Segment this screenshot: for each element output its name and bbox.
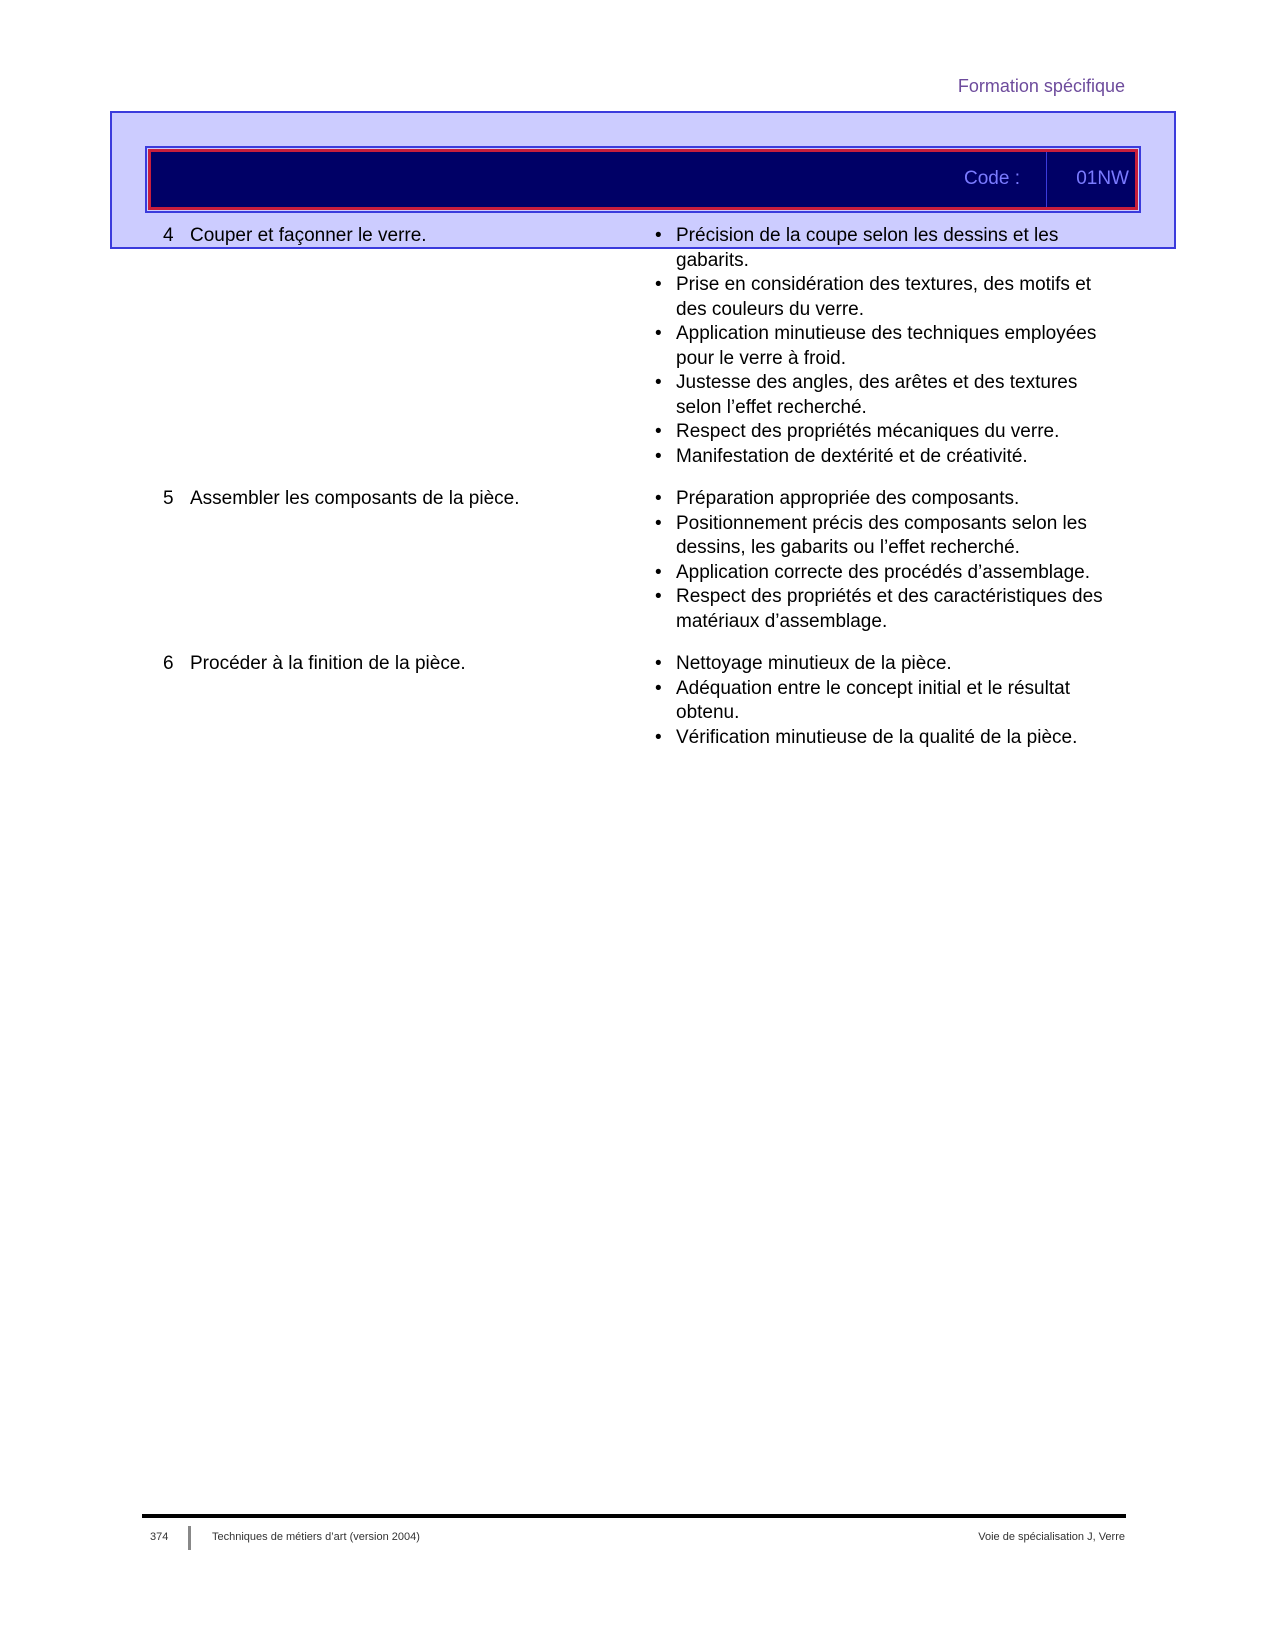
step-number: 5 (163, 488, 174, 509)
step-row (163, 224, 1123, 469)
competency-code-bar (148, 149, 1138, 210)
footer-path: Voie de spécialisation J, Verre (978, 1531, 1125, 1543)
code-label: Code : (964, 168, 1020, 189)
code-divider (1046, 152, 1047, 207)
footer-separator (188, 1526, 191, 1550)
criterion-item: • Prise en considération des textures, des motifs et des couleurs du verre. (655, 273, 1115, 322)
page-header-section: Formation spécifique (957, 76, 1125, 96)
step-element (163, 652, 655, 750)
criterion-item: • Nettoyage minutieux de la pièce. (655, 652, 1115, 677)
criterion-item: • Adéquation entre le concept initial et le résultat obtenu. (655, 677, 1115, 726)
step-number: 6 (163, 653, 174, 674)
criteria-list (655, 224, 1115, 469)
step-element (163, 487, 655, 634)
criterion-item: • Manifestation de dextérité et de créativité. (655, 445, 1115, 470)
criteria-list (655, 652, 1115, 750)
criterion-item: • Préparation appropriée des composants. (655, 487, 1115, 512)
criterion-item: • Précision de la coupe selon les dessins et les gabarits. (655, 224, 1115, 273)
step-title: Procéder à la finition de la pièce. (190, 653, 466, 674)
performance-criteria-table (163, 224, 1123, 768)
code-value: 01NW (1076, 168, 1129, 189)
criterion-item: • Respect des propriétés mécaniques du verre. (655, 420, 1115, 445)
step-element (163, 224, 655, 469)
step-row (163, 652, 1123, 750)
footer-document-title: Techniques de métiers d’art (version 2004) (212, 1531, 420, 1543)
criteria-list (655, 487, 1115, 634)
criterion-item: • Respect des propriétés et des caractéristiques des matériaux d’assemblage. (655, 585, 1115, 634)
page-footer (150, 1531, 1125, 1547)
page-number: 374 (150, 1531, 169, 1543)
criterion-item: • Justesse des angles, des arêtes et des textures selon l’effet recherché. (655, 371, 1115, 420)
criterion-item: • Positionnement précis des composants selon les dessins, les gabarits ou l’effet recherché. (655, 512, 1115, 561)
criterion-item: • Vérification minutieuse de la qualité de la pièce. (655, 726, 1115, 751)
footer-rule (142, 1514, 1126, 1518)
step-title: Assembler les composants de la pièce. (190, 488, 520, 509)
criterion-item: • Application minutieuse des techniques employées pour le verre à froid. (655, 322, 1115, 371)
criterion-item: • Application correcte des procédés d’assemblage. (655, 561, 1115, 586)
step-number: 4 (163, 225, 174, 246)
step-title: Couper et façonner le verre. (190, 225, 427, 246)
step-row (163, 487, 1123, 634)
